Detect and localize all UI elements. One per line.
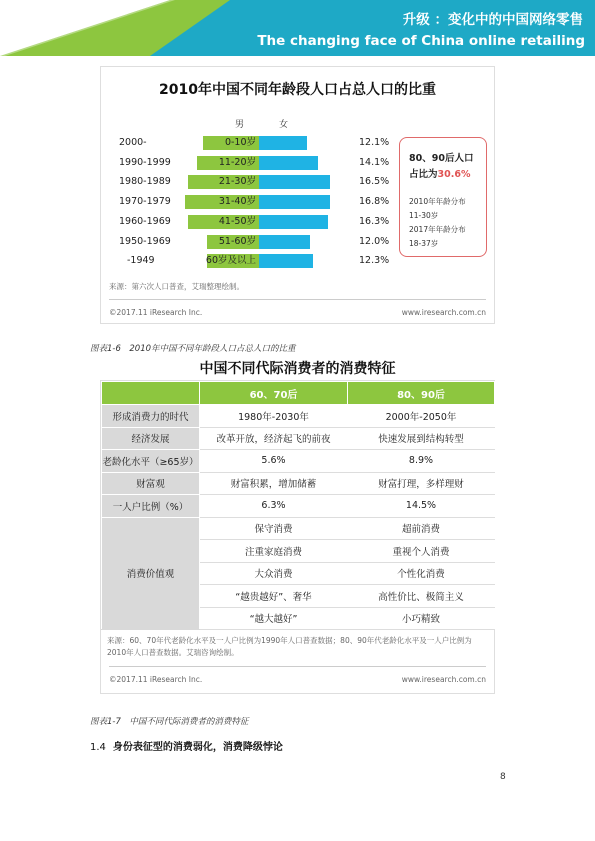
birth-year-label: 1990-1999 (119, 156, 171, 168)
table-row (102, 405, 495, 428)
consumer-table (101, 381, 495, 630)
cell-6070: 注重家庭消费 (200, 540, 348, 563)
age-group-label: 21-30岁 (218, 176, 256, 188)
callout-note1: 2010年年龄分布 (409, 197, 466, 206)
cell-6070: “越贵越好”、奢华 (200, 585, 348, 608)
row-header: 老龄化水平（≥65岁） (102, 450, 200, 473)
age-group-label: 60岁及以上 (205, 255, 256, 267)
age-group-label: 0-10岁 (224, 137, 256, 148)
figure1-caption: 图表1-6 2010年中国不同年龄段人口占总人口的比重 (90, 344, 296, 354)
header-title-en: The changing face of China online retailing (257, 33, 585, 49)
birth-year-label: 1950-1969 (119, 235, 171, 247)
total-percent-label: 12.1% (359, 137, 390, 148)
table-header-6070: 60、70后 (200, 382, 348, 405)
table-title: 中国不同代际消费者的消费特征 (199, 361, 396, 377)
callout-note2: 11-30岁 (409, 211, 439, 220)
cell-8090: 小巧精致 (348, 607, 495, 630)
total-percent-label: 12.0% (359, 235, 390, 247)
table-body (102, 405, 495, 630)
row-header: 财富观 (102, 472, 200, 495)
female-bar (259, 175, 330, 189)
birth-year-label: 1970-1979 (119, 196, 171, 208)
cell-6070: 5.6% (200, 450, 348, 473)
female-bar (259, 215, 328, 229)
cell-8090: 财富打理，多样理财 (348, 472, 495, 495)
figure2-caption: 图表1-7 中国不同代际消费者的消费特征 (90, 717, 249, 727)
figure-1-panel (100, 66, 495, 324)
callout-note3: 2017年年龄分布 (409, 225, 466, 234)
cell-8090: 2000年-2050年 (348, 405, 495, 428)
header-title-cn: 升级 ：变化中的中国网络零售 (402, 12, 583, 28)
row-header: 形成消费力的时代 (102, 405, 200, 428)
callout-prefix: 占比为 (409, 169, 438, 180)
table-row (102, 472, 495, 495)
age-group-label: 31-40岁 (218, 196, 256, 208)
figure2-copyright: ©2017.11 iResearch Inc. (109, 675, 203, 684)
cell-8090: 高性价比、极简主义 (348, 585, 495, 608)
callout-note4: 18-37岁 (409, 239, 439, 248)
female-bar (259, 156, 318, 170)
section-heading (90, 738, 283, 753)
table-row (102, 495, 495, 518)
female-bar (259, 195, 330, 209)
row-header-values: 消费价值观 (102, 517, 200, 630)
cell-6070: “越大越好” (200, 607, 348, 630)
row-header: 经济发展 (102, 427, 200, 450)
female-bar (259, 254, 313, 268)
age-group-label: 51-60岁 (218, 235, 256, 247)
row-header: 一人户比例（%） (102, 495, 200, 518)
header-banner (0, 0, 595, 56)
figure1-website: www.iresearch.com.cn (401, 308, 486, 317)
page-number: 8 (500, 772, 506, 782)
cell-6070: 大众消费 (200, 562, 348, 585)
callout-line2 (409, 166, 470, 180)
cell-8090: 快速发展到结构转型 (348, 427, 495, 450)
female-legend-label: 女 (279, 120, 289, 130)
figure2-divider (109, 666, 486, 667)
table-row (102, 427, 495, 450)
figure-2-panel (100, 380, 495, 694)
cell-6070: 财富积累，增加储蓄 (200, 472, 348, 495)
figure2-website: www.iresearch.com.cn (401, 675, 486, 684)
total-percent-label: 16.8% (359, 196, 390, 208)
callout-highlight: 30.6% (437, 169, 471, 180)
figure1-copyright: ©2017.11 iResearch Inc. (109, 308, 203, 317)
age-group-label: 41-50岁 (218, 215, 256, 227)
cell-6070: 改革开放，经济起飞的前夜 (200, 427, 348, 450)
cell-8090: 14.5% (348, 495, 495, 518)
cell-6070: 6.3% (200, 495, 348, 518)
cell-8090: 8.9% (348, 450, 495, 473)
figure1-divider (109, 299, 486, 300)
cell-8090: 超前消费 (348, 517, 495, 540)
figure2-source: 来源：60、70年代老龄化水平及一人户比例为1990年人口普查数据；80、90年代老龄化水平及一人户比例为2010年人口普查数据。艾瑞咨询绘制。 (107, 636, 472, 657)
total-percent-label: 16.3% (359, 215, 390, 227)
birth-year-label: 1960-1969 (119, 215, 171, 227)
cell-6070: 1980年-2030年 (200, 405, 348, 428)
figure1-source: 来源：第六次人口普查，艾瑞整理绘制。 (109, 282, 244, 291)
table-header-8090: 80、90后 (348, 382, 495, 405)
total-percent-label: 12.3% (359, 255, 390, 267)
callout-line1: 80、90后人口 (409, 153, 474, 164)
birth-year-label: 2000- (119, 137, 147, 148)
cell-8090: 重视个人消费 (348, 540, 495, 563)
age-group-label: 11-20岁 (218, 156, 256, 168)
birth-year-label: -1949 (127, 255, 155, 267)
table-row (102, 517, 495, 540)
cell-6070: 保守消费 (200, 517, 348, 540)
total-percent-label: 16.5% (359, 176, 390, 188)
section-number: 1.4 (90, 742, 106, 753)
table-row (102, 450, 495, 473)
chart-title: 2010年中国不同年龄段人口占总人口的比重 (159, 82, 436, 98)
female-bar (259, 136, 307, 150)
birth-year-label: 1980-1989 (119, 176, 171, 188)
callout-box (399, 137, 487, 257)
male-legend-label: 男 (235, 120, 245, 130)
female-bar (259, 235, 310, 249)
total-percent-label: 14.1% (359, 156, 390, 168)
section-title: 身份表征型的消费弱化，消费降级悖论 (112, 742, 283, 753)
cell-8090: 个性化消费 (348, 562, 495, 585)
table-header-blank (102, 382, 200, 405)
